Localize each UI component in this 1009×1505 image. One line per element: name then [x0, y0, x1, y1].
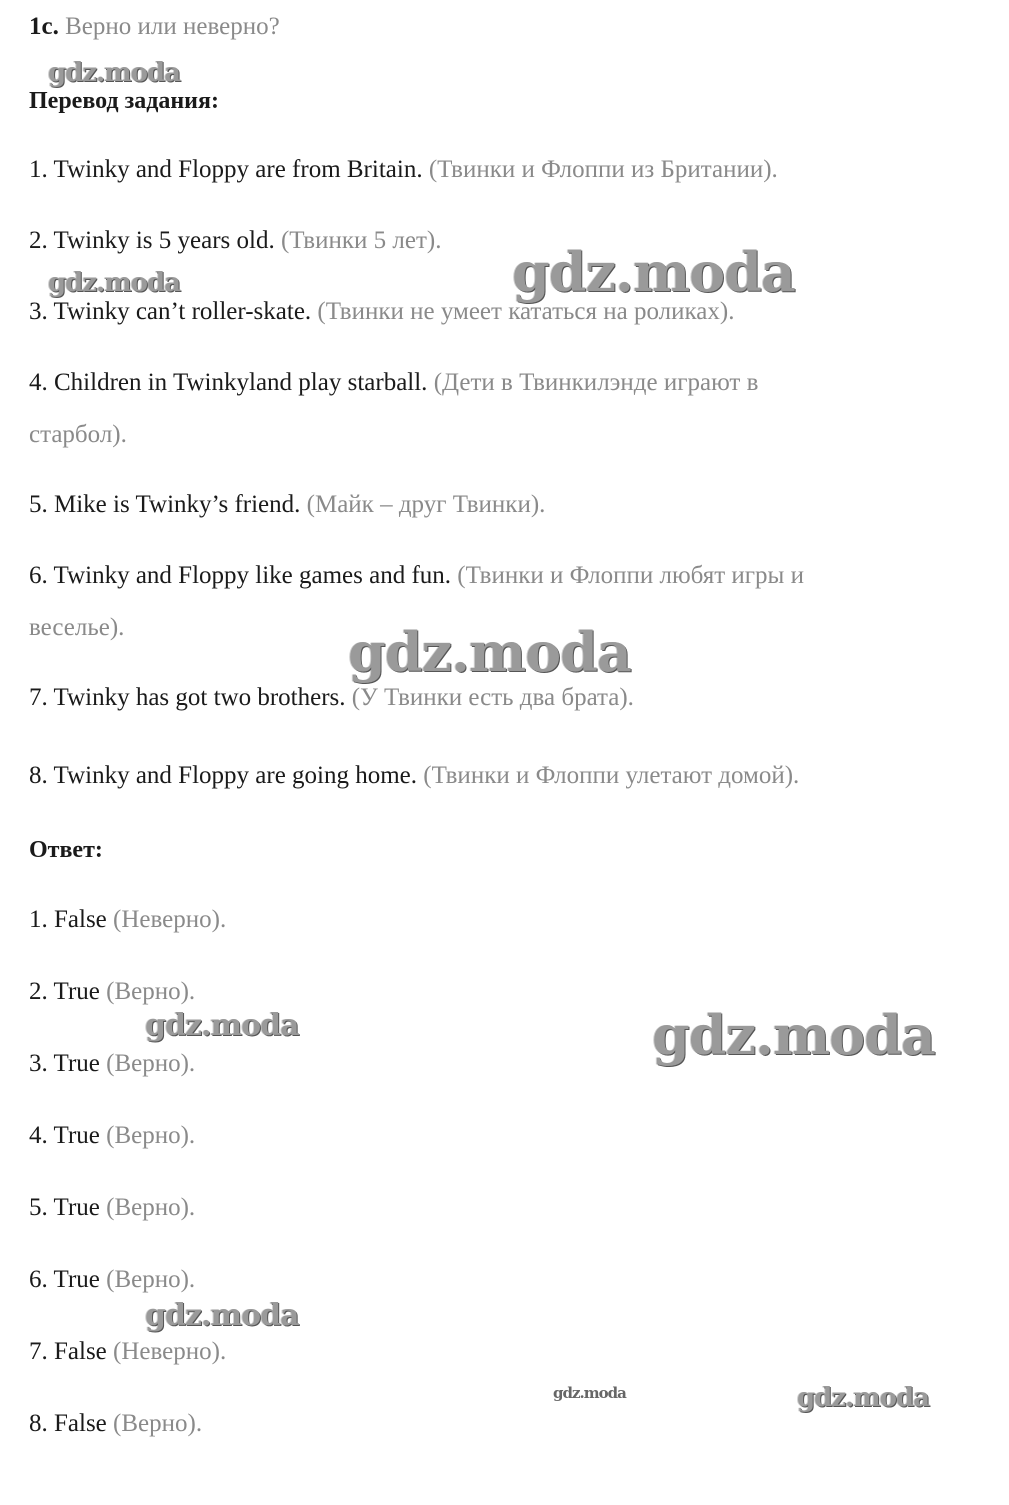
answer-en: 2. True [29, 978, 100, 1005]
watermark: gdz.moda [797, 1383, 930, 1413]
answer-en: 8. False [29, 1410, 107, 1437]
answer-3 [29, 1049, 195, 1079]
statement-en: 8. Twinky and Floppy are going home. [29, 762, 418, 789]
statement-6 [29, 561, 804, 591]
statement-ru: (Твинки и Флоппи любят игры и [457, 562, 804, 589]
task-title [29, 12, 280, 42]
statement-ru: (Твинки не умеет кататься на роликах). [317, 298, 735, 325]
statement-7 [29, 683, 634, 713]
statement-en: 5. Mike is Twinky’s friend. [29, 491, 301, 518]
statement-4 [29, 368, 758, 398]
watermark: gdz.moda [145, 1298, 299, 1333]
watermark: gdz.moda [48, 58, 181, 88]
answer-en: 6. True [29, 1266, 100, 1293]
answer-en: 7. False [29, 1338, 107, 1365]
statement-en: 2. Twinky is 5 years old. [29, 227, 275, 254]
statement-6-continuation: веселье). [29, 614, 125, 641]
statement-ru: (Твинки и Флоппи улетают домой). [423, 762, 800, 789]
statement-8 [29, 761, 799, 791]
answer-en: 1. False [29, 906, 107, 933]
watermark: gdz.moda [48, 268, 181, 298]
statement-en: 4. Children in Twinkyland play starball. [29, 369, 428, 396]
answer-en: 5. True [29, 1194, 100, 1221]
task-number: 1c. [29, 13, 59, 40]
statement-ru: (Дети в Твинкилэнде играют в [433, 369, 759, 396]
statement-ru: (Майк – друг Твинки). [306, 491, 546, 518]
answer-4 [29, 1121, 195, 1151]
statement-en: 1. Twinky and Floppy are from Britain. [29, 156, 423, 183]
answer-2 [29, 977, 195, 1007]
statement-5 [29, 490, 545, 520]
answer-8 [29, 1409, 202, 1439]
watermark: gdz.moda [652, 1003, 935, 1067]
answer-ru: (Неверно). [113, 1338, 227, 1365]
statement-ru: (У Твинки есть два брата). [351, 684, 634, 711]
answer-heading: Ответ: [29, 837, 103, 863]
statement-ru: (Твинки и Флоппи из Британии). [428, 156, 778, 183]
task-title-text: Верно или неверно? [65, 13, 280, 40]
answer-5 [29, 1193, 195, 1223]
statement-1 [29, 155, 778, 185]
answer-6 [29, 1265, 195, 1295]
answer-ru: (Верно). [106, 1050, 196, 1077]
watermark: gdz.moda [145, 1008, 299, 1043]
answer-en: 3. True [29, 1050, 100, 1077]
answer-ru: (Верно). [106, 1194, 196, 1221]
answer-ru: (Верно). [106, 1266, 196, 1293]
statement-2 [29, 226, 441, 256]
statement-en: 6. Twinky and Floppy like games and fun. [29, 562, 452, 589]
answer-ru: (Верно). [106, 978, 196, 1005]
watermark: gdz.moda [553, 1384, 626, 1402]
statement-en: 3. Twinky can’t roller-skate. [29, 298, 312, 325]
answer-ru: (Верно). [106, 1122, 196, 1149]
answer-en: 4. True [29, 1122, 100, 1149]
statement-en: 7. Twinky has got two brothers. [29, 684, 346, 711]
watermark: gdz.moda [348, 620, 631, 684]
answer-ru: (Верно). [113, 1410, 203, 1437]
answer-ru: (Неверно). [113, 906, 227, 933]
statement-4-continuation: старбол). [29, 421, 127, 448]
watermark: gdz.moda [512, 240, 795, 304]
statement-ru: (Твинки 5 лет). [280, 227, 442, 254]
translation-heading: Перевод задания: [29, 88, 219, 114]
answer-1 [29, 905, 226, 935]
answer-7 [29, 1337, 226, 1367]
